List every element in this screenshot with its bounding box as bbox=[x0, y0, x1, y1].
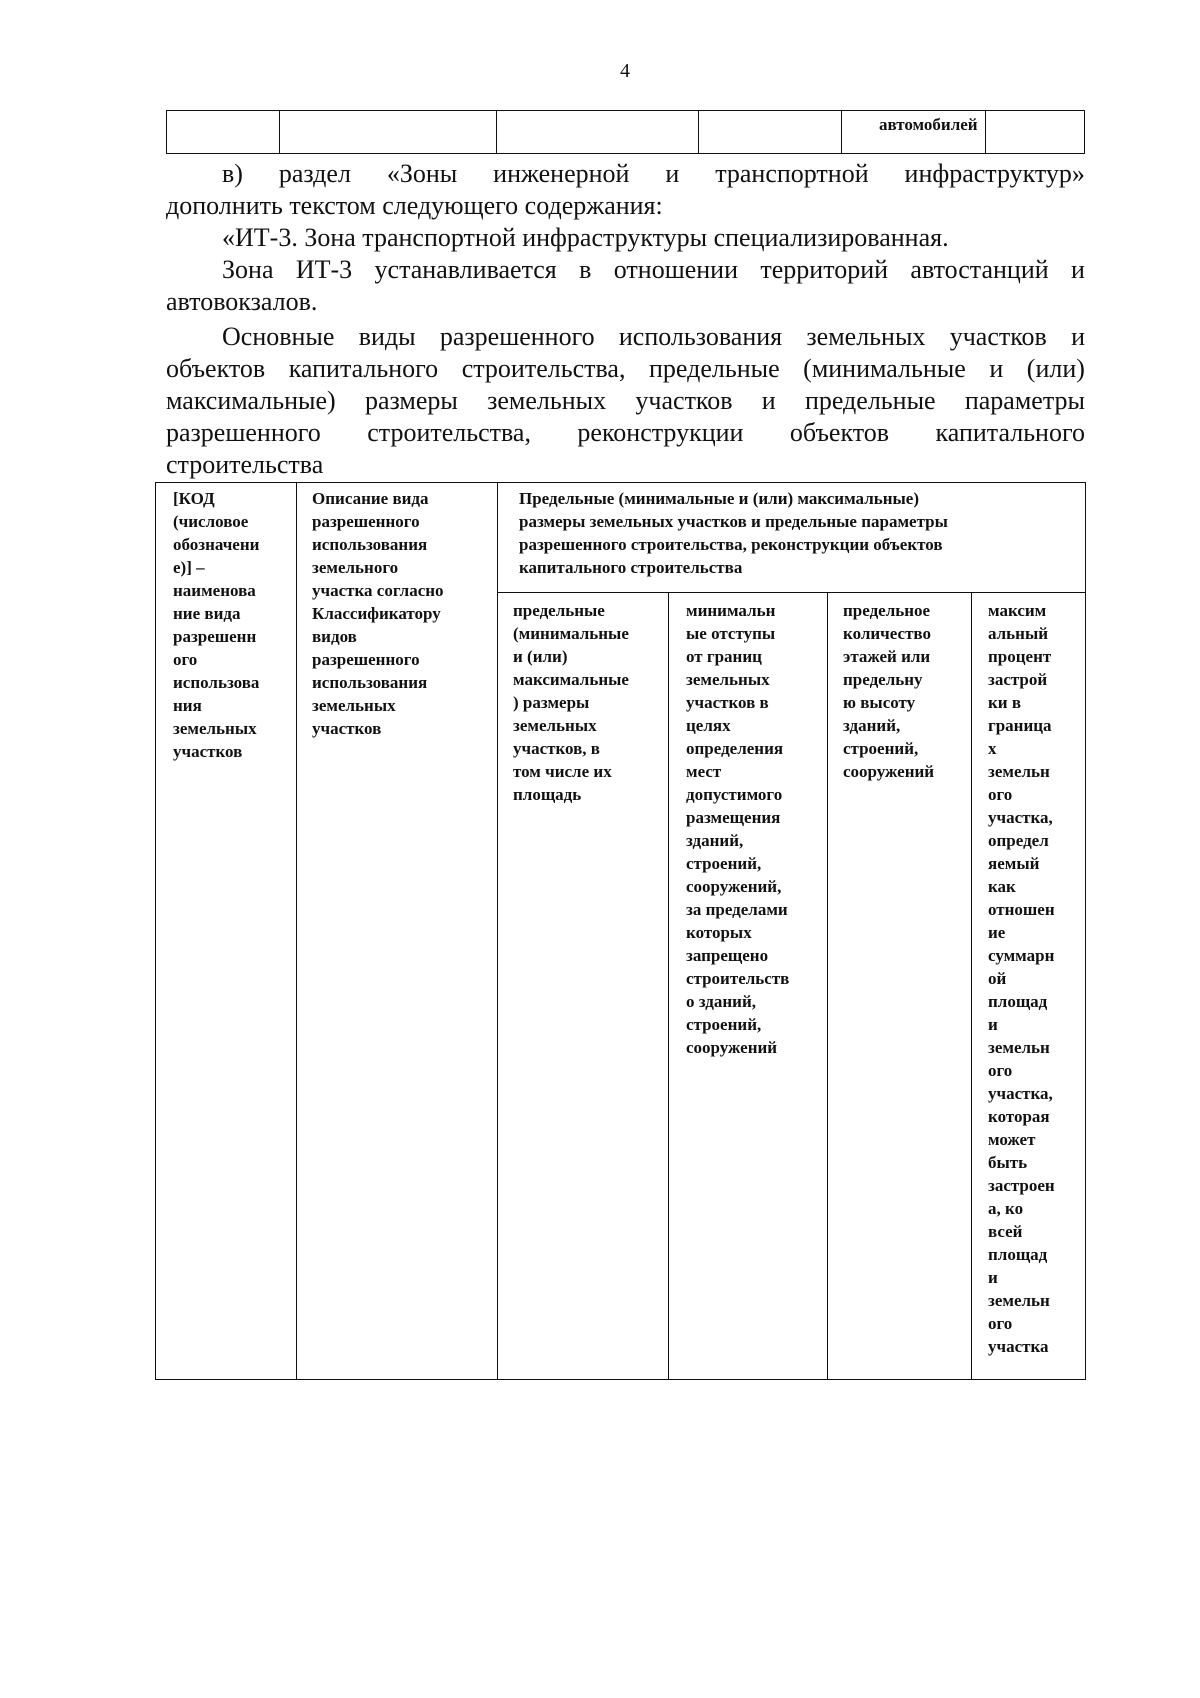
text-line: ые отступы bbox=[686, 624, 776, 643]
paragraph-line: дополнить текстом следующего содержания: bbox=[166, 191, 663, 220]
word: и bbox=[665, 159, 680, 188]
text-line: запрещено bbox=[686, 946, 769, 965]
text-line: ого bbox=[988, 1061, 1013, 1080]
text-line: участка, bbox=[988, 808, 1053, 827]
text-line: ой bbox=[988, 969, 1007, 988]
text-line: строений, bbox=[843, 739, 919, 758]
text-line: отношен bbox=[988, 900, 1055, 919]
text-line: целях bbox=[686, 716, 731, 735]
word: использования bbox=[618, 322, 783, 351]
header-limit-parameters bbox=[519, 487, 948, 579]
word: предельные bbox=[804, 386, 936, 415]
word: раздел bbox=[278, 159, 351, 188]
table-divider bbox=[827, 592, 828, 1379]
text-line: капитального строительства bbox=[519, 558, 743, 577]
word: Зона bbox=[222, 255, 274, 284]
word: капитального bbox=[288, 354, 439, 383]
word: транспортной bbox=[715, 159, 869, 188]
text-line: максим bbox=[988, 601, 1047, 620]
word: (или) bbox=[1026, 354, 1085, 383]
table-cell-text: автомобилей bbox=[879, 115, 978, 134]
text-line: земельного bbox=[312, 558, 399, 577]
word: строительства, bbox=[367, 418, 531, 447]
table-divider bbox=[985, 111, 986, 153]
text-line: которых bbox=[686, 923, 752, 942]
header-code-name bbox=[173, 487, 259, 763]
text-line: (минимальные bbox=[513, 624, 629, 643]
text-line: которая bbox=[988, 1107, 1050, 1126]
text-line: Классификатору bbox=[312, 604, 441, 623]
text-line: земельн bbox=[988, 1038, 1050, 1057]
word: размеры bbox=[364, 386, 458, 415]
text-line: использования bbox=[312, 535, 428, 554]
text-line: и bbox=[988, 1268, 998, 1287]
table-divider bbox=[841, 111, 842, 153]
text-line: предельное bbox=[843, 601, 931, 620]
word: разрешенного bbox=[439, 322, 595, 351]
text-line: суммарн bbox=[988, 946, 1055, 965]
text-line: от границ bbox=[686, 647, 762, 666]
table-divider bbox=[497, 592, 1085, 593]
text-line: ния bbox=[173, 696, 202, 715]
text-line: и bbox=[988, 1015, 998, 1034]
paragraph-line: «ИТ-3. Зона транспортной инфраструктуры специализированная. bbox=[222, 223, 949, 252]
text-line: земельных bbox=[312, 696, 396, 715]
text-line: строений, bbox=[686, 854, 762, 873]
word: и bbox=[1071, 255, 1085, 284]
text-line: размеры земельных участков и предельные параметры bbox=[519, 512, 948, 531]
word: разрешенного bbox=[166, 418, 321, 447]
table-divider bbox=[496, 111, 497, 153]
text-line: минимальн bbox=[686, 601, 776, 620]
text-line: ние вида bbox=[173, 604, 241, 623]
text-line: участка согласно bbox=[312, 581, 444, 600]
word: инфраструктур» bbox=[904, 159, 1085, 188]
text-line: земельных bbox=[173, 719, 257, 738]
word: участков bbox=[949, 322, 1047, 351]
paragraph-line bbox=[166, 158, 1085, 190]
text-line: ого bbox=[988, 785, 1013, 804]
text-line: е)] – bbox=[173, 558, 205, 577]
word: виды bbox=[358, 322, 416, 351]
text-line: ки в bbox=[988, 693, 1022, 712]
text-line: размещения bbox=[686, 808, 781, 827]
text-line: этажей или bbox=[843, 647, 931, 666]
word: параметры bbox=[964, 386, 1085, 415]
text-line: обозначени bbox=[173, 535, 260, 554]
text-line: всей bbox=[988, 1222, 1023, 1241]
word: автостанций bbox=[910, 255, 1049, 284]
text-line: видов bbox=[312, 627, 357, 646]
table-divider bbox=[698, 111, 699, 153]
text-line: площадь bbox=[513, 785, 582, 804]
header-description bbox=[312, 487, 444, 740]
word: и bbox=[761, 386, 776, 415]
table-divider bbox=[668, 592, 669, 1379]
text-line: участков bbox=[173, 742, 243, 761]
text-line: (числовое bbox=[173, 512, 249, 531]
text-line: наименова bbox=[173, 581, 256, 600]
word: участков bbox=[635, 386, 733, 415]
table-divider bbox=[279, 111, 280, 153]
text-line: разрешенного строительства, реконструкции объектов bbox=[519, 535, 943, 554]
text-line: яемый bbox=[988, 854, 1040, 873]
word: объектов bbox=[166, 354, 266, 383]
paragraph-line: автовокзалов. bbox=[166, 287, 318, 316]
text-line: участков bbox=[312, 719, 382, 738]
table-divider bbox=[971, 592, 972, 1379]
word: в bbox=[579, 255, 592, 284]
text-line: участка, bbox=[988, 1084, 1053, 1103]
text-line: зданий, bbox=[843, 716, 901, 735]
word: устанавливается bbox=[374, 255, 557, 284]
table-divider bbox=[296, 483, 297, 1379]
word: и bbox=[1071, 322, 1085, 351]
text-line: площад bbox=[988, 1245, 1048, 1264]
text-line: разрешенного bbox=[312, 512, 420, 531]
text-line: Описание вида bbox=[312, 489, 429, 508]
text-line: за пределами bbox=[686, 900, 788, 919]
text-line: альный bbox=[988, 624, 1049, 643]
zoning-parameters-table bbox=[155, 482, 1086, 1380]
text-line: допустимого bbox=[686, 785, 783, 804]
text-line: может bbox=[988, 1130, 1036, 1149]
text-line: земельн bbox=[988, 1291, 1050, 1310]
text-line: строительств bbox=[686, 969, 790, 988]
word: отношении bbox=[613, 255, 739, 284]
text-line: о зданий, bbox=[686, 992, 757, 1011]
table-divider bbox=[497, 483, 498, 1379]
word: и bbox=[989, 354, 1004, 383]
text-line: определения bbox=[686, 739, 784, 758]
text-line: сооружений, bbox=[686, 877, 782, 896]
text-line: застрой bbox=[988, 670, 1048, 689]
text-line: предельну bbox=[843, 670, 923, 689]
paragraph-line bbox=[166, 385, 1085, 417]
header-max-floors bbox=[843, 599, 934, 783]
text-line: и (или) bbox=[513, 647, 568, 666]
text-line: ю высоту bbox=[843, 693, 916, 712]
text-line: участков, в bbox=[513, 739, 600, 758]
word: предельные bbox=[648, 354, 780, 383]
paragraph-line bbox=[166, 321, 1085, 353]
text-line: как bbox=[988, 877, 1016, 896]
text-line: максимальные bbox=[513, 670, 629, 689]
text-line: использования bbox=[312, 673, 428, 692]
text-line: земельн bbox=[988, 762, 1050, 781]
text-line: предельные bbox=[513, 601, 605, 620]
word: Основные bbox=[222, 322, 335, 351]
text-line: разрешенного bbox=[312, 650, 420, 669]
word: инженерной bbox=[493, 159, 630, 188]
word: капитального bbox=[935, 418, 1085, 447]
text-line: [КОД bbox=[173, 489, 215, 508]
text-line: ого bbox=[173, 650, 198, 669]
text-line: быть bbox=[988, 1153, 1028, 1172]
paragraph-line bbox=[166, 417, 1085, 449]
word: земельных bbox=[487, 386, 607, 415]
header-max-coverage bbox=[988, 599, 1055, 1358]
word: земельных bbox=[806, 322, 926, 351]
text-line: ) размеры bbox=[513, 693, 590, 712]
text-line: земельных bbox=[513, 716, 597, 735]
text-line: площад bbox=[988, 992, 1048, 1011]
text-line: том числе их bbox=[513, 762, 612, 781]
continuation-table-row bbox=[166, 110, 1085, 154]
paragraph-line bbox=[166, 254, 1085, 286]
paragraph-line bbox=[166, 353, 1085, 385]
word: реконструкции bbox=[577, 418, 744, 447]
page-number: 4 bbox=[620, 60, 630, 82]
paragraph-line: строительства bbox=[166, 450, 324, 479]
text-line: участков в bbox=[686, 693, 769, 712]
text-line: сооружений bbox=[843, 762, 935, 781]
text-line: разрешенн bbox=[173, 627, 257, 646]
text-line: процент bbox=[988, 647, 1052, 666]
text-line: застроен bbox=[988, 1176, 1055, 1195]
text-line: участка bbox=[988, 1337, 1049, 1356]
text-line: границa bbox=[988, 716, 1052, 735]
word: ИТ-3 bbox=[295, 255, 353, 284]
text-line: сооружений bbox=[686, 1038, 778, 1057]
text-line: х bbox=[988, 739, 997, 758]
word: объектов bbox=[789, 418, 890, 447]
text-line: использова bbox=[173, 673, 260, 692]
text-line: зданий, bbox=[686, 831, 744, 850]
text-line: мест bbox=[686, 762, 722, 781]
text-line: ие bbox=[988, 923, 1006, 942]
text-line: строений, bbox=[686, 1015, 762, 1034]
word: в) bbox=[222, 159, 243, 188]
text-line: земельных bbox=[686, 670, 770, 689]
word: (минимальные bbox=[803, 354, 966, 383]
word: территорий bbox=[760, 255, 889, 284]
text-line: количество bbox=[843, 624, 931, 643]
header-min-setbacks bbox=[686, 599, 789, 1059]
text-line: ого bbox=[988, 1314, 1013, 1333]
header-plot-sizes bbox=[513, 599, 629, 806]
text-line: Предельные (минимальные и (или) максимальные) bbox=[519, 489, 919, 508]
word: максимальные) bbox=[166, 386, 336, 415]
text-line: а, ко bbox=[988, 1199, 1024, 1218]
text-line: определ bbox=[988, 831, 1049, 850]
word: строительства, bbox=[461, 354, 626, 383]
word: «Зоны bbox=[386, 159, 458, 188]
